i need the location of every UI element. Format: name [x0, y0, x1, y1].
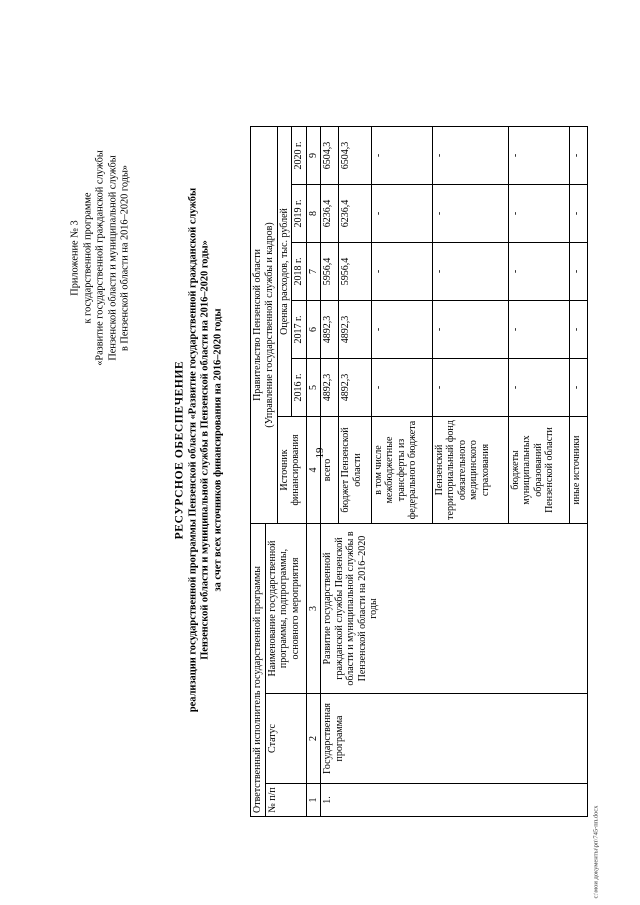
- value-cell: 6236,4: [321, 185, 339, 243]
- value-cell: -: [569, 301, 587, 359]
- document-heading: [173, 150, 224, 750]
- source-label: иные источники: [569, 417, 587, 524]
- appendix-line: к государственной программе: [82, 192, 94, 324]
- value-cell: -: [371, 359, 432, 417]
- value-cell: -: [432, 185, 508, 243]
- appendix-line: Приложение № 3: [69, 220, 81, 296]
- value-cell: -: [432, 126, 508, 184]
- value-cell: -: [569, 243, 587, 301]
- source-label: в том числе межбюджетные трансферты из федерального бюджета: [371, 417, 432, 524]
- header-year: 2018 г.: [292, 243, 307, 301]
- value-cell: -: [432, 359, 508, 417]
- value-cell: 6504,3: [321, 126, 339, 184]
- value-cell: -: [508, 301, 569, 359]
- value-cell: -: [371, 301, 432, 359]
- value-cell: 6504,3: [339, 126, 372, 184]
- value-cell: -: [371, 185, 432, 243]
- header-expenses: Оценка расходов, тыс. рублей: [277, 126, 292, 416]
- value-cell: 4892,3: [321, 301, 339, 359]
- responsible-org: Правительство Пензенской области: [252, 249, 263, 401]
- responsible-org-sub: (Управление государственной службы и кадров): [263, 222, 275, 428]
- value-cell: -: [508, 126, 569, 184]
- header-no: № п/п: [265, 784, 306, 817]
- footer-file-path: c:\мои документы\рп\745-пп.docx: [592, 805, 600, 899]
- responsible-label: Ответственный исполнитель государственной программы: [251, 524, 266, 817]
- value-cell: 4892,3: [339, 359, 372, 417]
- appendix-caption: [70, 143, 133, 373]
- heading-line: реализации государственной программы Пензенской области «Развитие государственной гражданской службы: [186, 187, 198, 713]
- heading-line: Пензенской области и муниципальной службы в Пензенской области на 2016–2020 годы»: [199, 240, 211, 660]
- header-status: Статус: [265, 694, 306, 784]
- value-cell: 5956,4: [339, 243, 372, 301]
- index-cell: 9: [306, 126, 321, 184]
- row-status: Государственная программа: [321, 694, 588, 784]
- page-number: 19: [314, 447, 326, 459]
- value-cell: 5956,4: [321, 243, 339, 301]
- source-label: Пензенский территориальный фонд обязательного медицинского страхования: [432, 417, 508, 524]
- header-name: Наименование государственной программы, подпрограммы, основного мероприятия: [265, 524, 306, 694]
- value-cell: -: [508, 185, 569, 243]
- value-cell: -: [569, 359, 587, 417]
- source-label: всего: [321, 417, 339, 524]
- index-cell: 6: [306, 301, 321, 359]
- value-cell: -: [371, 126, 432, 184]
- document-title: РЕСУРСНОЕ ОБЕСПЕЧЕНИЕ: [173, 360, 186, 540]
- header-year: 2019 г.: [292, 185, 307, 243]
- source-label: бюджеты муниципальных образований Пензенской области: [508, 417, 569, 524]
- index-cell: 2: [306, 694, 321, 784]
- row-number: 1.: [321, 784, 588, 817]
- responsible-value: [251, 126, 278, 523]
- row-program-name: Развитие государственной гражданской службы Пензенской области и муниципальной службы в Пензенской области на 2016–2020 годы: [321, 524, 588, 694]
- index-cell: 4: [306, 417, 321, 524]
- resource-table: [250, 127, 588, 817]
- value-cell: -: [371, 243, 432, 301]
- appendix-line: «Развитие государственной гражданской службы: [94, 150, 106, 366]
- header-year: 2016 г.: [292, 359, 307, 417]
- value-cell: 4892,3: [321, 359, 339, 417]
- index-cell: 3: [306, 524, 321, 694]
- value-cell: -: [432, 301, 508, 359]
- heading-line: за счет всех источников финансирования на 2016–2020 годы: [212, 308, 224, 592]
- header-year: 2020 г.: [292, 126, 307, 184]
- header-year: 2017 г.: [292, 301, 307, 359]
- index-cell: 5: [306, 359, 321, 417]
- index-cell: 8: [306, 185, 321, 243]
- value-cell: -: [508, 243, 569, 301]
- value-cell: -: [508, 359, 569, 417]
- value-cell: -: [569, 126, 587, 184]
- source-label: бюджет Пензенской области: [339, 417, 372, 524]
- index-cell: 1: [306, 784, 321, 817]
- value-cell: -: [569, 185, 587, 243]
- appendix-line: Пензенской области и муниципальной службы: [107, 155, 119, 361]
- value-cell: 4892,3: [339, 301, 372, 359]
- value-cell: 6236,4: [339, 185, 372, 243]
- index-cell: 7: [306, 243, 321, 301]
- header-source: Источник финансирования: [277, 417, 306, 524]
- appendix-line: в Пензенской области на 2016–2020 годы»: [119, 164, 131, 352]
- value-cell: -: [432, 243, 508, 301]
